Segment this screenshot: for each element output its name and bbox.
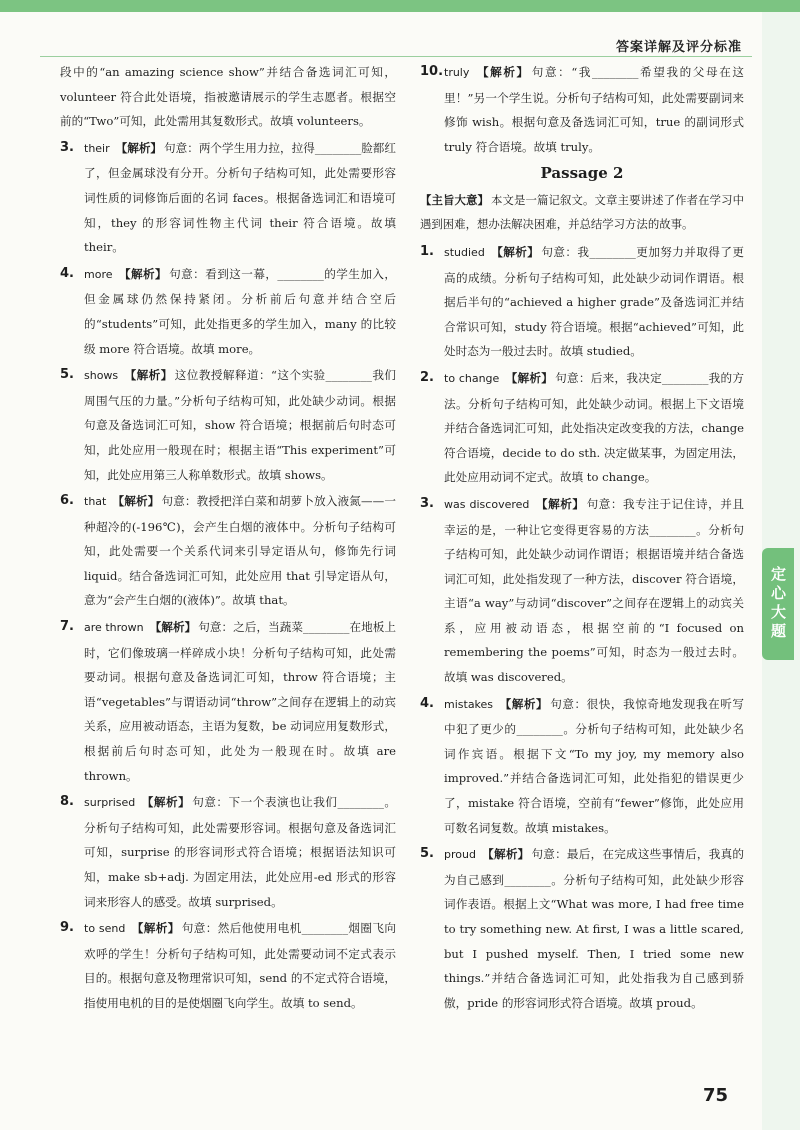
main-idea <box>420 188 744 236</box>
analysis-tag: 【解析】 <box>490 244 540 259</box>
answer-item <box>60 262 396 361</box>
analysis-tag: 【解析】 <box>475 65 530 79</box>
answer-item <box>60 489 396 613</box>
item-explanation: 句意：然后他使用电机________烟圈飞向欢呼的学生！分析句子结构可知，此处需要动词不定式表示目的。根据句意及物理常识可知，send 的不定式符合语境，指使用电机的目的是使烟圈飞向学生。故填 to send。 <box>84 921 396 1010</box>
item-number: 2. <box>420 369 434 385</box>
item-number: 8. <box>60 794 74 810</box>
item-explanation: 句意：最后，在完成这些事情后，我真的为自己感到________。分析句子结构可知，此处缺少形容词作表语。根据上文“What was more, I had free time to try something new. At first, I was a little scared, but I pushed myself. Then, I tried some new things.”并结合备选词汇可知，此处指我为自己感到骄傲，pride 的形容词形式符合语境。故填 proud。 <box>444 847 744 1010</box>
item-answer: mistakes <box>444 697 494 711</box>
analysis-tag: 【解析】 <box>149 620 197 635</box>
answer-item <box>60 363 396 487</box>
main-idea-tag: 【主旨大意】 <box>420 192 490 207</box>
item-explanation: 句意：看到这一幕，________的学生加入，但金属球仍然保持紧闭。分析前后句意并结合空后的“students”可知，此处指更多的学生加入，many 的比较级 more 符合语境。故填 more。 <box>84 266 396 356</box>
analysis-tag: 【解析】 <box>141 795 191 810</box>
answer-item <box>420 240 744 364</box>
top-color-bar <box>0 0 800 12</box>
header-title: 答案详解及评分标准 <box>615 40 742 55</box>
answer-item <box>420 492 744 690</box>
item-answer: studied <box>444 245 485 259</box>
item-answer: proud <box>444 848 476 862</box>
answer-item <box>420 366 744 490</box>
item-number: 9. <box>60 920 74 936</box>
analysis-tag: 【解析】 <box>499 696 549 711</box>
item-answer: truly <box>444 66 470 79</box>
item-number: 5. <box>60 367 74 383</box>
item-answer: more <box>84 267 113 281</box>
item-explanation: 句意：我________更加努力并取得了更高的成绩。分析句子结构可知，此处缺少动词作谓语。根据后半句的“achieved a higher grade”及备选词汇并结合常识可知，study 符合语境。根据“achieved”可知，此处时态为一般过去时。故填 studied。 <box>444 244 744 359</box>
continuation-paragraph: 段中的“an amazing science show”并结合备选词汇可知，volunteer 符合此处语境，指被邀请展示的学生志愿者。根据空前的“Two”可知，此处需用其复数形式。故填 volunteers。 <box>60 65 396 129</box>
item-number: 3. <box>60 139 74 155</box>
item-number: 3. <box>420 495 434 511</box>
answer-item <box>420 842 744 1015</box>
analysis-tag: 【解析】 <box>118 266 168 281</box>
main-idea-text: 本文是一篇记叙文。文章主要讲述了作者在学习中遇到困难，想办法解决困难，并总结学习方法的故事。 <box>420 192 744 231</box>
header-divider <box>40 56 752 57</box>
answer-item <box>60 136 396 260</box>
item-answer: are thrown <box>84 621 144 635</box>
item-answer: that <box>84 495 107 509</box>
page-number: 75 <box>702 1085 728 1106</box>
item-explanation: 这位教授解释道：“这个实验________我们周围气压的力量。”分析句子结构可知，此处缺少动词。根据句意及备选词汇可知，show 符合语境；根据前后句时态可知，此处应用一般现在时；根据主语“This experiment”可知，此处应用第三人称单数形式。故填 shows。 <box>84 368 396 482</box>
analysis-tag: 【解析】 <box>481 847 530 862</box>
item-explanation: 句意：我专注于记住诗，并且幸运的是，一种让它变得更容易的方法________。分析句子结构可知，此处缺少动词作谓语；根据语境并结合备选词汇可知，此处指发现了一种方法，discover 符合语境，主语“a way”与动词“discover”之间存在逻辑上的动宾关系，应用被动语态，根据空前的“I focused on remembering the poems”可知，时态为一般过去时。故填 was discovered。 <box>444 496 744 685</box>
answer-item <box>60 916 396 1015</box>
item-explanation: 句意：教授把洋白菜和胡萝卜放入液氮——一种超冷的(-196℃)，会产生白烟的液体中。分析句子结构可知，此处需要一个关系代词来引导定语从句，修饰先行词 liquid。结合备选词汇可知，此处应用 that 引导定语从句，意为“会产生白烟的(液体)”。故填 that。 <box>84 494 396 608</box>
item-answer: was discovered <box>444 497 530 511</box>
item-number: 5. <box>420 846 434 862</box>
left-column <box>60 60 396 1018</box>
item-explanation: 句意：之后，当蔬菜________在地板上时，它们像玻璃一样碎成小块！分析句子结构可知，此处需要动词。根据句意及备选词汇可知，throw 符合语境；主语“vegetables”与谓语动词“throw”之间存在逻辑上的动宾关系，应用被动语态，主语为复数，be 动词应用复数形式，根据前后句时态可知，此处为一般现在时。故填 are thrown。 <box>84 620 396 783</box>
item-answer: their <box>84 141 110 155</box>
item-number: 7. <box>60 619 74 635</box>
item-number: 6. <box>60 493 74 509</box>
item-explanation: 句意：很快，我惊奇地发现我在听写中犯了更少的________。分析句子结构可知，此处缺少名词作宾语。根据下文“To my joy, my memory also improved.”并结合备选词汇可知，此处指犯的错误更少了，mistake 符合语境，空前有“fewer”修饰，此处应用可数名词复数。故填 mistakes。 <box>444 696 744 835</box>
analysis-tag: 【解析】 <box>115 140 163 155</box>
item-explanation: 句意：两个学生用力拉，拉得________脸都红了，但金属球没有分开。分析句子结构可知，此处需要形容词性质的词修饰后面的名词 faces。根据备选词汇和语境可知，they 的形容词性物主代词 their 符合语境。故填 their。 <box>84 140 396 255</box>
right-column <box>420 60 744 1017</box>
analysis-tag: 【解析】 <box>131 921 180 936</box>
item-explanation: 句意：后来，我决定________我的方法。分析句子结构可知，此处缺少动词。根据上下文语境并结合备选词汇可知，此处指决定改变我的方法，change 符合语境，decide to do sth. 决定做某事，为固定用法，此处应用动词不定式。故填 to change。 <box>444 370 744 485</box>
item-answer: surprised <box>84 796 136 810</box>
answer-item <box>60 790 396 914</box>
item-explanation: 句意：“我________希望我的父母在这里！”另一个学生说。分析句子结构可知，此处需要副词来修饰 wish。根据句意及备选词汇可知，true 的副词形式 truly 符合语境。故填 truly。 <box>444 65 744 154</box>
passage-title: Passage 2 <box>540 164 624 183</box>
answer-item <box>60 615 396 788</box>
answer-item <box>420 692 744 841</box>
item-answer: shows <box>84 369 119 383</box>
item-answer: to change <box>444 371 500 385</box>
item-explanation: 句意：下一个表演也让我们________。分析句子结构可知，此处需要形容词。根据句意及备选词汇可知，surprise 的形容词形式符合语境；根据语法知识可知，make sb+adj. 为固定用法，此处应用-ed 形式的形容词来形容人的感受。故填 surprised。 <box>84 795 396 909</box>
item-number: 4. <box>420 695 434 711</box>
section-side-tab[interactable]: 定心大题 <box>762 548 794 660</box>
analysis-tag: 【解析】 <box>505 370 554 385</box>
item-number: 4. <box>60 265 74 281</box>
item-number: 1. <box>420 243 434 259</box>
answer-item <box>420 60 744 159</box>
analysis-tag: 【解析】 <box>124 368 173 383</box>
analysis-tag: 【解析】 <box>535 496 585 511</box>
analysis-tag: 【解析】 <box>112 494 160 509</box>
item-number: 10. <box>420 64 444 79</box>
item-answer: to send <box>84 922 126 936</box>
